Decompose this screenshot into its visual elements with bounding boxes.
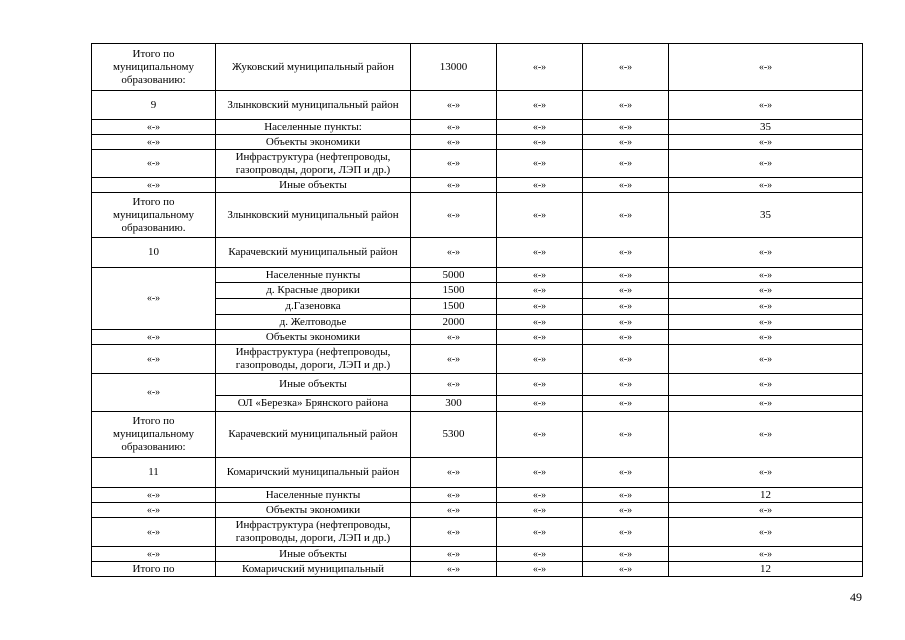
table-row	[92, 268, 863, 283]
table-cell: Комаричский муниципальный район	[216, 458, 411, 488]
table-cell: «-»	[583, 120, 669, 135]
table-cell: «-»	[583, 44, 669, 91]
table-cell: ОЛ «Березка» Брянского района	[216, 396, 411, 412]
table-cell: «-»	[583, 135, 669, 150]
table-cell: «-»	[411, 178, 497, 193]
table-cell: «-»	[92, 345, 216, 374]
table-cell: «-»	[92, 503, 216, 518]
table-cell: Иные объекты	[216, 547, 411, 562]
table-cell: д. Желтоводье	[216, 315, 411, 330]
table-cell: «-»	[411, 135, 497, 150]
table-cell: Злынковский муниципальный район	[216, 193, 411, 238]
table-cell: «-»	[92, 330, 216, 345]
table-cell: «-»	[583, 91, 669, 120]
table-cell: «-»	[411, 345, 497, 374]
table-cell: «-»	[583, 396, 669, 412]
table-cell: «-»	[583, 562, 669, 577]
table-cell: «-»	[411, 193, 497, 238]
table-cell: «-»	[497, 91, 583, 120]
table-cell: «-»	[669, 396, 863, 412]
table-cell: «-»	[497, 178, 583, 193]
table-cell: «-»	[92, 488, 216, 503]
table-body	[92, 44, 863, 577]
table-cell: «-»	[669, 44, 863, 91]
table-row	[92, 193, 863, 238]
table-cell: 9	[92, 91, 216, 120]
table-cell: «-»	[497, 518, 583, 547]
table-row	[92, 135, 863, 150]
table-cell: «-»	[411, 91, 497, 120]
table-cell: «-»	[497, 458, 583, 488]
table-cell: Итого по муниципальному образованию:	[92, 412, 216, 458]
table-cell: «-»	[669, 412, 863, 458]
table-cell: «-»	[583, 330, 669, 345]
table-cell: «-»	[497, 547, 583, 562]
table-cell: «-»	[92, 150, 216, 178]
table-cell: «-»	[411, 518, 497, 547]
table-cell: Иные объекты	[216, 374, 411, 396]
table-row	[92, 562, 863, 577]
table-cell: Объекты экономики	[216, 503, 411, 518]
table-cell: Итого по муниципальному образованию:	[92, 44, 216, 91]
table-cell: «-»	[669, 238, 863, 268]
table-cell: 12	[669, 562, 863, 577]
table-cell: «-»	[669, 458, 863, 488]
table-cell: 35	[669, 193, 863, 238]
table-cell: «-»	[497, 345, 583, 374]
table-cell: Комаричский муниципальный	[216, 562, 411, 577]
table-cell: «-»	[583, 268, 669, 283]
table-cell: «-»	[497, 503, 583, 518]
table-row	[92, 238, 863, 268]
table-cell: 11	[92, 458, 216, 488]
table-cell: «-»	[411, 503, 497, 518]
table-row	[92, 518, 863, 547]
table-cell: «-»	[583, 315, 669, 330]
table-cell: «-»	[497, 299, 583, 315]
table-cell: «-»	[583, 283, 669, 299]
table-cell: «-»	[411, 562, 497, 577]
table-cell: 35	[669, 120, 863, 135]
table-cell: «-»	[583, 150, 669, 178]
table-row	[92, 547, 863, 562]
table-cell: «-»	[583, 412, 669, 458]
table-cell: «-»	[497, 268, 583, 283]
table-cell: Инфраструктура (нефтепроводы, газопроводы, дороги, ЛЭП и др.)	[216, 345, 411, 374]
table-cell: 5000	[411, 268, 497, 283]
table-cell: «-»	[411, 150, 497, 178]
table-cell: «-»	[92, 374, 216, 412]
table-cell: «-»	[497, 135, 583, 150]
table-cell: Объекты экономики	[216, 135, 411, 150]
table-row	[92, 374, 863, 396]
table-cell: «-»	[497, 193, 583, 238]
table-row	[92, 120, 863, 135]
table-cell: «-»	[669, 150, 863, 178]
table-cell: «-»	[669, 178, 863, 193]
table-cell: «-»	[583, 178, 669, 193]
table-cell: «-»	[669, 547, 863, 562]
table-cell: Карачевский муниципальный район	[216, 412, 411, 458]
table-cell: «-»	[669, 503, 863, 518]
table-cell: «-»	[583, 193, 669, 238]
table-cell: Инфраструктура (нефтепроводы, газопроводы, дороги, ЛЭП и др.)	[216, 518, 411, 547]
table-cell: «-»	[497, 562, 583, 577]
table-row	[92, 91, 863, 120]
table-cell: Итого по	[92, 562, 216, 577]
table-cell: «-»	[411, 120, 497, 135]
table-cell: 12	[669, 488, 863, 503]
table-cell: «-»	[497, 330, 583, 345]
table-cell: «-»	[411, 330, 497, 345]
table-row	[92, 178, 863, 193]
table-cell: Иные объекты	[216, 178, 411, 193]
table-cell: «-»	[411, 374, 497, 396]
table-cell: 300	[411, 396, 497, 412]
table-row	[92, 150, 863, 178]
table-cell: 10	[92, 238, 216, 268]
table-cell: «-»	[669, 283, 863, 299]
table-cell: «-»	[583, 299, 669, 315]
table-cell: «-»	[583, 458, 669, 488]
table-cell: «-»	[411, 547, 497, 562]
table-cell: «-»	[669, 299, 863, 315]
table-cell: «-»	[583, 374, 669, 396]
table-cell: «-»	[583, 488, 669, 503]
table-cell: «-»	[411, 238, 497, 268]
table-cell: «-»	[583, 503, 669, 518]
table-cell: «-»	[583, 518, 669, 547]
table-cell: «-»	[669, 315, 863, 330]
table-cell: Карачевский муниципальный район	[216, 238, 411, 268]
table-cell: Жуковский муниципальный район	[216, 44, 411, 91]
table-cell: 5300	[411, 412, 497, 458]
table-row	[92, 330, 863, 345]
table-cell: «-»	[497, 396, 583, 412]
table-cell: «-»	[411, 458, 497, 488]
table-cell: «-»	[497, 488, 583, 503]
table-cell: «-»	[497, 44, 583, 91]
table-row	[92, 345, 863, 374]
table-cell: «-»	[92, 268, 216, 330]
table-cell: Населенные пункты	[216, 488, 411, 503]
table-cell: «-»	[669, 268, 863, 283]
table-cell: «-»	[92, 178, 216, 193]
table-cell: «-»	[497, 283, 583, 299]
table-cell: «-»	[669, 345, 863, 374]
table-cell: 1500	[411, 283, 497, 299]
table-cell: Объекты экономики	[216, 330, 411, 345]
table-cell: «-»	[92, 518, 216, 547]
table-cell: «-»	[583, 547, 669, 562]
table-cell: Злынковский муниципальный район	[216, 91, 411, 120]
table-cell: «-»	[669, 330, 863, 345]
table-cell: «-»	[583, 345, 669, 374]
table-cell: Итого по муниципальному образованию.	[92, 193, 216, 238]
table-row	[92, 488, 863, 503]
table-cell: «-»	[669, 135, 863, 150]
table-cell: «-»	[497, 315, 583, 330]
table-cell: «-»	[92, 120, 216, 135]
table-row	[92, 458, 863, 488]
table-cell: д.Газеновка	[216, 299, 411, 315]
table-cell: Населенные пункты	[216, 268, 411, 283]
data-table	[91, 43, 863, 577]
table-cell: «-»	[497, 120, 583, 135]
table-cell: «-»	[497, 238, 583, 268]
table-cell: д. Красные дворики	[216, 283, 411, 299]
table-cell: 2000	[411, 315, 497, 330]
table-row	[92, 44, 863, 91]
page-number: 49	[850, 590, 862, 604]
table-cell: «-»	[497, 412, 583, 458]
table-cell: Населенные пункты:	[216, 120, 411, 135]
table-cell: «-»	[411, 488, 497, 503]
table-cell: «-»	[669, 374, 863, 396]
table-cell: «-»	[669, 91, 863, 120]
table-row	[92, 503, 863, 518]
table-cell: «-»	[92, 547, 216, 562]
table-cell: «-»	[669, 518, 863, 547]
table-cell: «-»	[497, 150, 583, 178]
table-cell: 1500	[411, 299, 497, 315]
table-cell: «-»	[92, 135, 216, 150]
table-cell: Инфраструктура (нефтепроводы, газопроводы, дороги, ЛЭП и др.)	[216, 150, 411, 178]
table-cell: «-»	[583, 238, 669, 268]
table-cell: «-»	[497, 374, 583, 396]
table-row	[92, 412, 863, 458]
table-cell: 13000	[411, 44, 497, 91]
